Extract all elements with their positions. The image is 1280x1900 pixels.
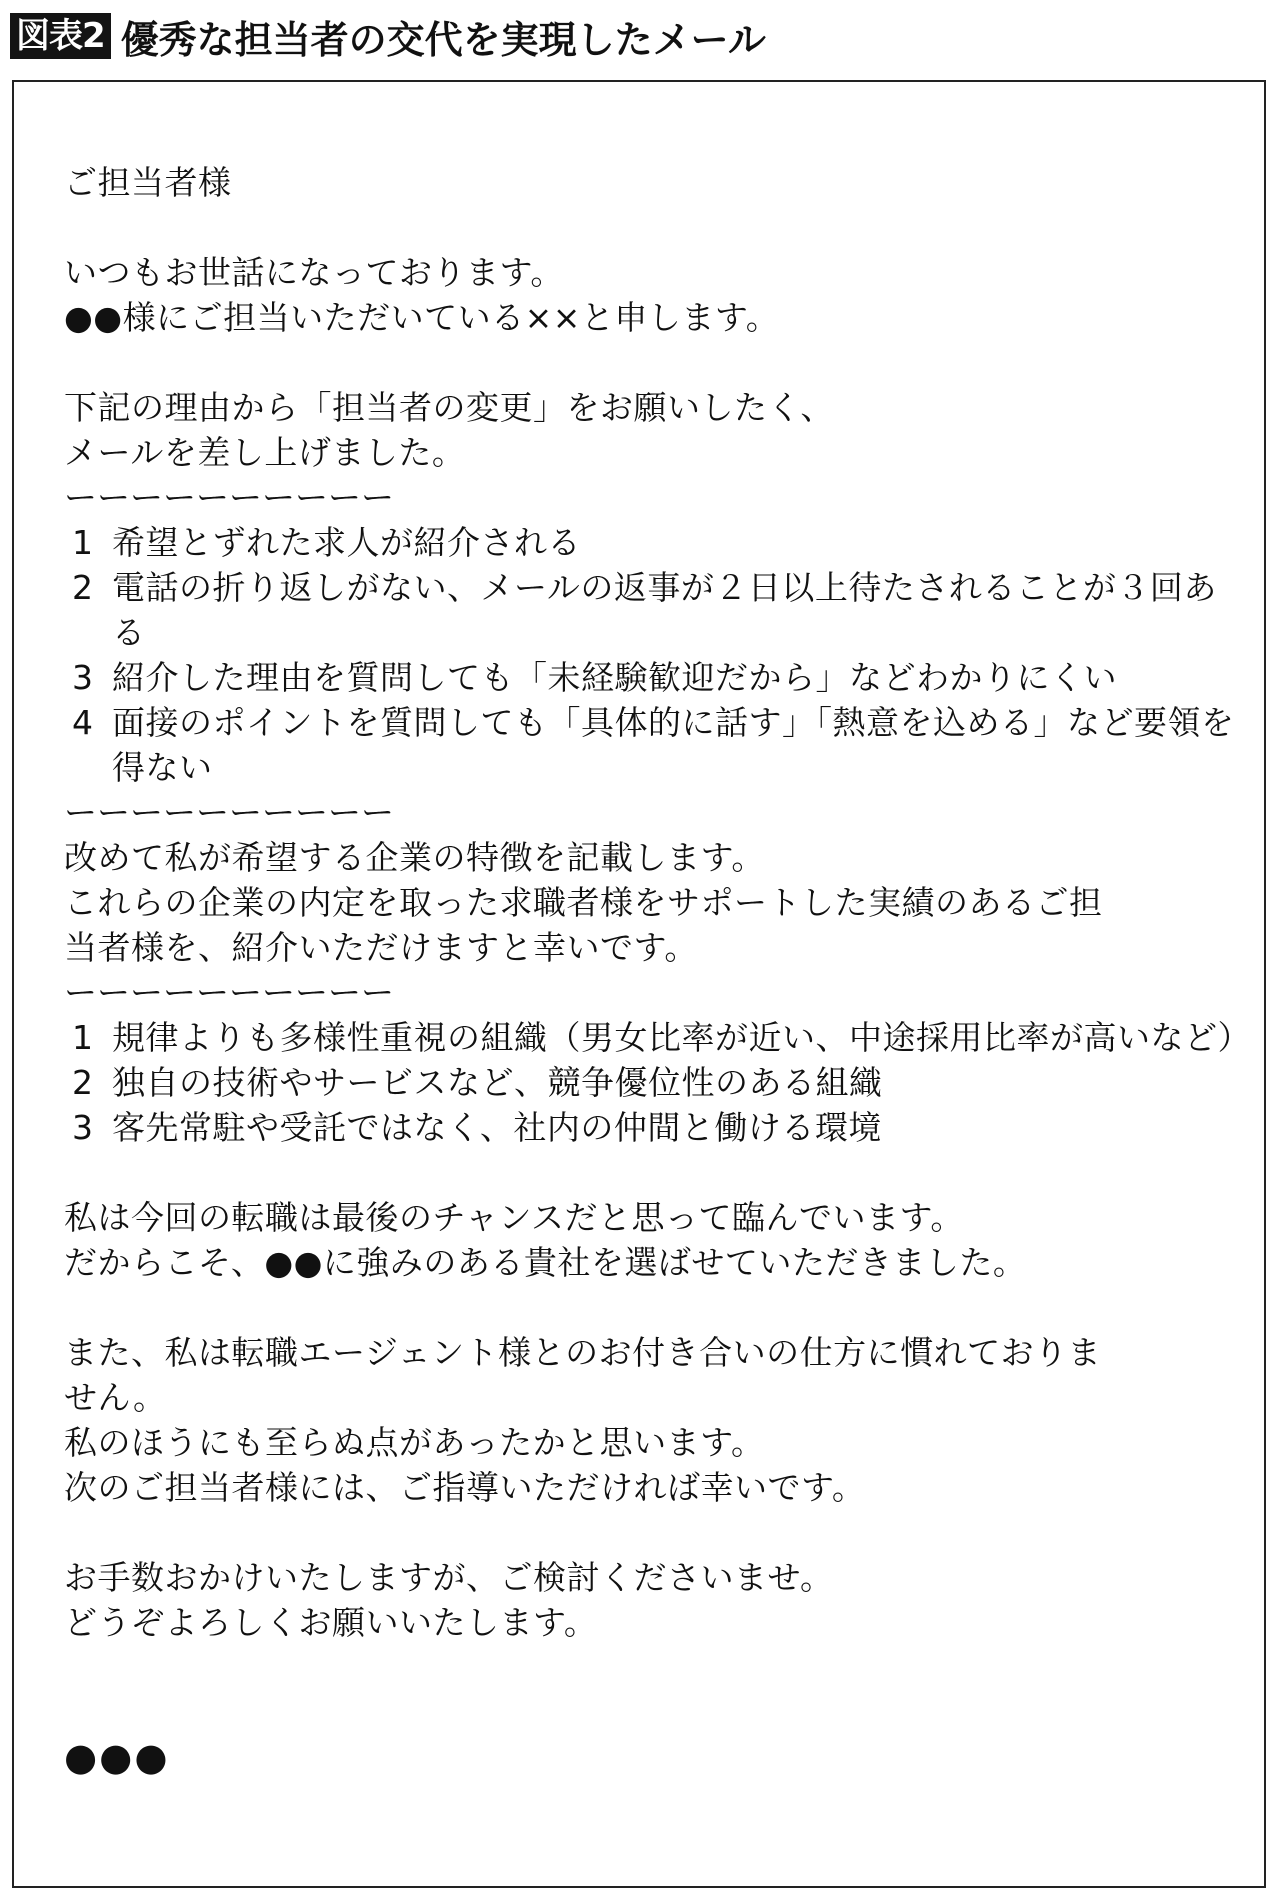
item-number: 3 (72, 658, 94, 697)
item-text: 希望とずれた求人が紹介される (112, 523, 581, 562)
closing-line: どうぞよろしくお願いいたします。 (64, 1603, 598, 1642)
request-line: メールを差し上げました。 (64, 433, 466, 472)
separator: ーーーーーーーーーー (64, 973, 394, 1012)
signature: ●●● (64, 1735, 170, 1779)
list-item (64, 565, 1244, 655)
list-item (64, 655, 1244, 700)
item-number: 2 (72, 1063, 94, 1102)
item-text: 独自の技術やサービスなど、競争優位性のある組織 (112, 1063, 883, 1102)
list-item (64, 1060, 1244, 1105)
list-item (64, 1105, 1244, 1150)
resolve-line: 私は今回の転職は最後のチャンスだと思って臨んでいます。 (64, 1198, 964, 1237)
figure-label-badge: 図表2 (10, 13, 111, 59)
apology-line: せん。 (64, 1378, 167, 1417)
item-text: 面接のポイントを質問しても「具体的に話す」「熱意を込める」など要領を得ない (112, 703, 1235, 787)
blank-line (64, 1150, 1244, 1195)
request-line: 下記の理由から「担当者の変更」をお願いしたく、 (64, 388, 834, 427)
item-text: 客先常駐や受託ではなく、社内の仲間と働ける環境 (112, 1108, 882, 1147)
blank-line (64, 340, 1244, 385)
blank-line (64, 1645, 1244, 1690)
apology-line: 私のほうにも至らぬ点があったかと思います。 (64, 1423, 765, 1462)
item-number: 1 (72, 1018, 94, 1057)
list-item (64, 520, 1244, 565)
figure-header (10, 12, 766, 60)
apology-line: また、私は転職エージェント様とのお付き合いの仕方に慣れておりま (64, 1333, 1102, 1372)
closing-line: お手数おかけいたしますが、ご検討くださいませ。 (64, 1558, 834, 1597)
email-body (64, 160, 1251, 1780)
separator: ーーーーーーーーーー (64, 793, 394, 832)
feature-list (64, 1015, 1251, 1150)
company-intro-line: これらの企業の内定を取った求職者様をサポートした実績のあるご担 (64, 883, 1103, 922)
blank-line (64, 1285, 1244, 1330)
company-intro-line: 当者様を、紹介いただけますと幸いです。 (64, 928, 698, 967)
greeting: ご担当者様 (64, 163, 232, 202)
blank-line (64, 1510, 1244, 1555)
item-text: 紹介した理由を質問しても「未経験歓迎だから」などわかりにくい (112, 658, 1117, 697)
intro-line: いつもお世話になっております。 (64, 253, 564, 292)
reason-list (64, 520, 1244, 790)
intro-line: ●●様にご担当いただいている××と申します。 (64, 298, 780, 337)
blank-line (64, 205, 1244, 250)
separator: ーーーーーーーーーー (64, 478, 394, 517)
figure-title: 優秀な担当者の交代を実現したメール (120, 17, 766, 62)
apology-line: 次のご担当者様には、ご指導いただければ幸いです。 (64, 1468, 866, 1507)
item-number: 2 (72, 568, 94, 607)
item-number: 1 (72, 523, 94, 562)
resolve-line: だからこそ、●●に強みのある貴社を選ばせていただきました。 (64, 1243, 1027, 1282)
item-number: 3 (72, 1108, 94, 1147)
item-text: 電話の折り返しがない、メールの返事が２日以上待たされることが３回ある (112, 568, 1217, 652)
item-number: 4 (72, 703, 94, 742)
item-text: 規律よりも多様性重視の組織（男女比率が近い、中途採用比率が高いなど） (112, 1018, 1251, 1057)
list-item (64, 1015, 1251, 1060)
blank-line (64, 1690, 1244, 1735)
company-intro-line: 改めて私が希望する企業の特徴を記載します。 (64, 838, 765, 877)
list-item (64, 700, 1244, 790)
